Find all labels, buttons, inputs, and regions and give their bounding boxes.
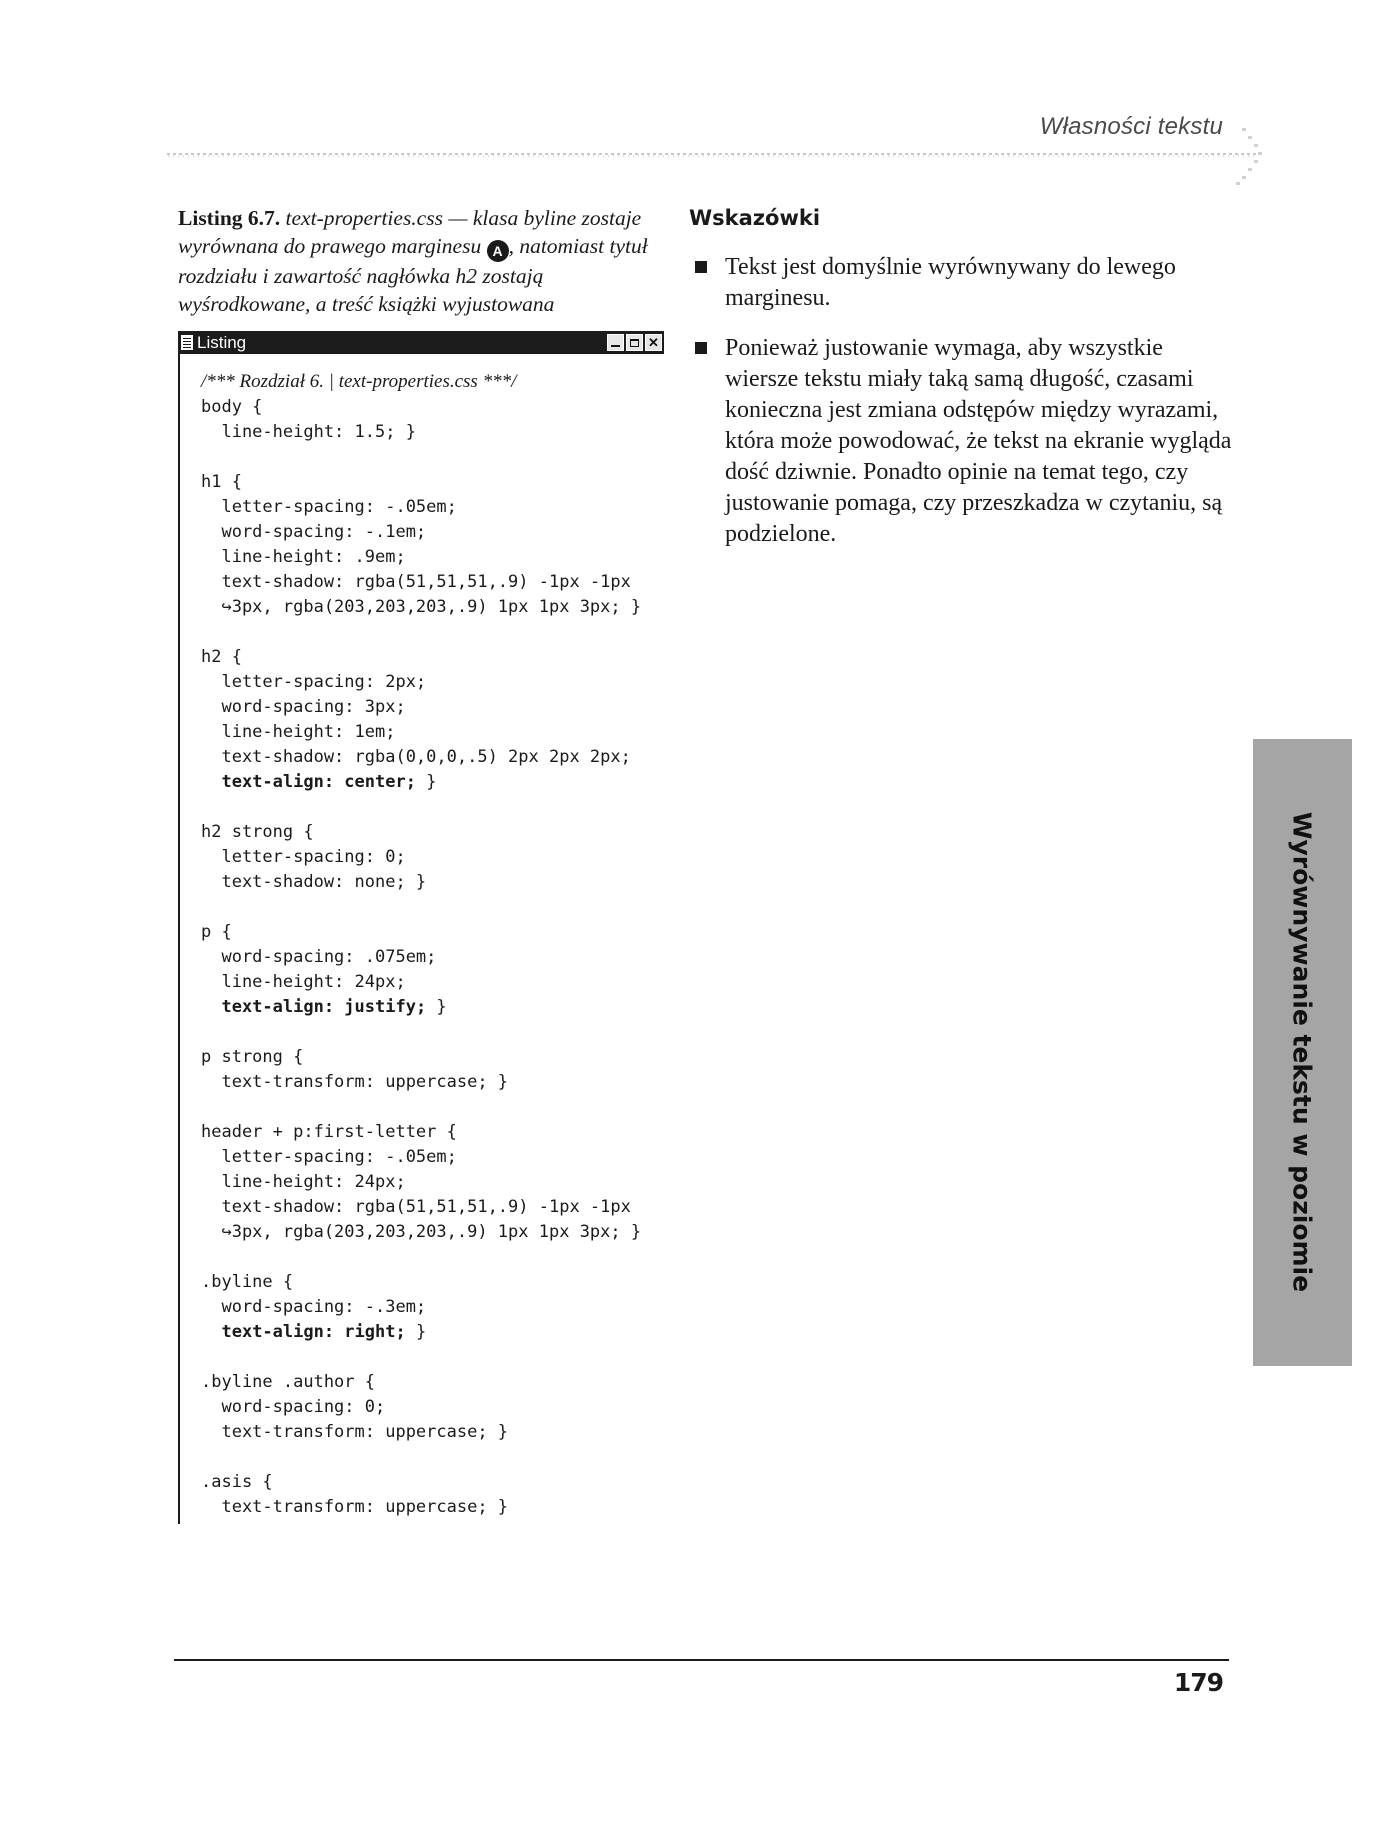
- square-bullet-icon: [695, 261, 707, 273]
- minimize-icon: [607, 334, 624, 351]
- code-line: text-shadow: rgba(0,0,0,.5) 2px 2px 2px;: [201, 747, 631, 767]
- listing-caption-text: text-properties.css — klasa byline zostaje wyrównana do prawego marginesu: [178, 206, 642, 258]
- code-line: text-shadow: rgba(51,51,51,.9) -1px -1px: [201, 1197, 631, 1217]
- code-line: .byline {: [201, 1272, 294, 1292]
- code-line: word-spacing: 0;: [201, 1397, 386, 1417]
- code-line: text-shadow: none; }: [201, 872, 427, 892]
- code-line: h2 strong {: [201, 822, 314, 842]
- code-line: text-align: center; }: [221, 772, 437, 792]
- page-number: 179: [1173, 1668, 1223, 1697]
- close-icon: ✕: [645, 334, 662, 351]
- listing-caption: [178, 204, 678, 318]
- listing-caption-tail: , natomiast tytuł rozdziału i zawartość nagłówka h2 zostają wyśrodkowane, a treść książki wyjustowana: [178, 234, 648, 316]
- code-line: letter-spacing: -.05em;: [201, 1147, 457, 1167]
- code-line: p {: [201, 922, 232, 942]
- code-line: letter-spacing: -.05em;: [201, 497, 457, 517]
- listing-window-titlebar: [178, 331, 664, 354]
- code-line: body {: [201, 397, 263, 417]
- code-line: word-spacing: -.3em;: [201, 1297, 427, 1317]
- code-line: text-transform: uppercase; }: [201, 1422, 509, 1442]
- code-line: h2 {: [201, 647, 242, 667]
- code-line: word-spacing: 3px;: [201, 697, 406, 717]
- tip-text: Tekst jest domyślnie wyrównywany do lewego marginesu.: [725, 254, 1176, 311]
- callout-badge: A: [487, 240, 509, 262]
- code-line: header + p:first-letter {: [201, 1122, 457, 1142]
- code-line: text-align: right; }: [221, 1322, 427, 1342]
- code-line: line-height: 1em;: [201, 722, 396, 742]
- tip-item: [695, 333, 1235, 550]
- footer-rule: [174, 1659, 1229, 1661]
- square-bullet-icon: [695, 342, 707, 354]
- maximize-icon: [626, 334, 643, 351]
- header-dotted-rule: [167, 153, 1257, 157]
- code-line: .asis {: [201, 1472, 273, 1492]
- code-line: text-transform: uppercase; }: [201, 1497, 509, 1517]
- document-icon: [181, 335, 193, 350]
- code-line: line-height: 24px;: [201, 972, 406, 992]
- header-corner-ornament: [1234, 124, 1268, 190]
- code-line: text-transform: uppercase; }: [201, 1072, 509, 1092]
- code-line: letter-spacing: 0;: [201, 847, 406, 867]
- code-line: h1 {: [201, 472, 242, 492]
- code-line: line-height: .9em;: [201, 547, 406, 567]
- running-header: Własności tekstu: [1039, 113, 1223, 140]
- code-line: text-align: justify; }: [221, 997, 447, 1017]
- tips-heading: Wskazówki: [689, 206, 821, 230]
- tip-text: Ponieważ justowanie wymaga, aby wszystkie wiersze tekstu miały taką samą długość, czasami konieczna jest zmiana odstępów między wyrazami, która może powodować, że tekst na ekranie wygląda dość dziwnie. Ponadto opinie na temat tego, czy justowanie pomaga, czy przeszkadza w czytaniu, są podzielone.: [725, 335, 1232, 547]
- code-line: word-spacing: -.1em;: [201, 522, 427, 542]
- listing-caption-number: Listing 6.7.: [178, 206, 281, 230]
- code-line: word-spacing: .075em;: [201, 947, 437, 967]
- code-line: letter-spacing: 2px;: [201, 672, 427, 692]
- code-line: ↪3px, rgba(203,203,203,.9) 1px 1px 3px; }: [201, 1222, 642, 1242]
- chapter-side-tab-label: Wyrównywanie tekstu w poziomie: [1287, 811, 1317, 1293]
- code-line: p strong {: [201, 1047, 304, 1067]
- listing-window-title: Listing: [197, 332, 247, 352]
- code-line: line-height: 1.5; }: [201, 422, 416, 442]
- window-controls: [607, 334, 662, 351]
- code-listing: [201, 395, 641, 1520]
- code-line: text-shadow: rgba(51,51,51,.9) -1px -1px: [201, 572, 631, 592]
- code-line: line-height: 24px;: [201, 1172, 406, 1192]
- code-line: .byline .author {: [201, 1372, 375, 1392]
- listing-window-border: [178, 354, 180, 1524]
- code-line: ↪3px, rgba(203,203,203,.9) 1px 1px 3px; }: [201, 597, 642, 617]
- tip-item: [695, 252, 1235, 314]
- code-comment: /*** Rozdział 6. | text-properties.css ***/: [201, 371, 517, 392]
